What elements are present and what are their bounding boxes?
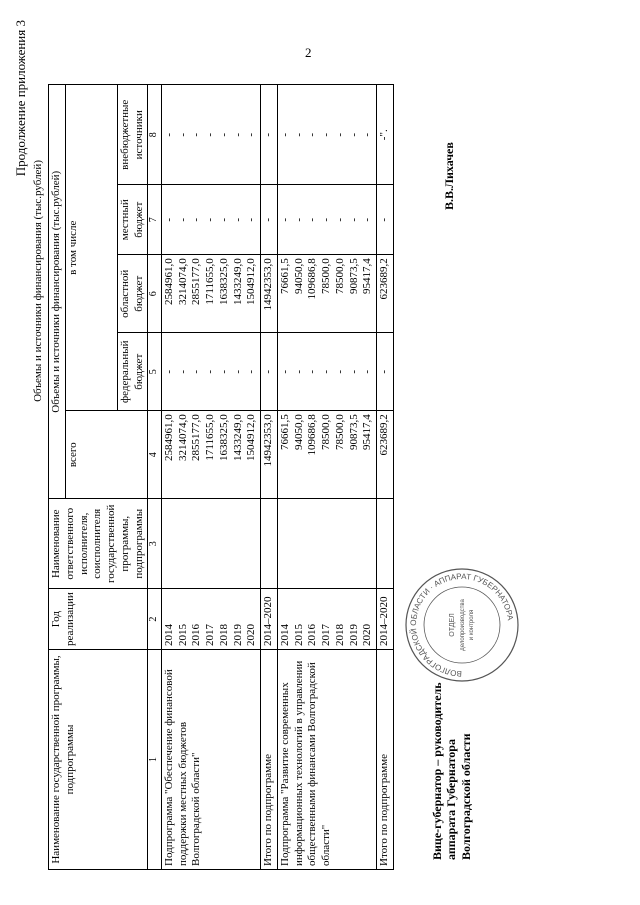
stamp-ring-text: ВОЛГОГРАДСКОЙ ОБЛАСТИ · АППАРАТ ГУБЕРНАТОРА <box>408 571 515 679</box>
offbudget-cell: - <box>278 132 291 137</box>
offbudget-list <box>161 85 260 185</box>
federal-cell: - <box>320 369 332 374</box>
local-cell: - <box>162 217 175 222</box>
year-cell: 2017 <box>204 624 216 646</box>
stamp-center-text: и контроля <box>469 609 475 641</box>
page-number: 2 <box>305 45 312 60</box>
year-cell: 2020 <box>361 624 374 646</box>
column-number-row <box>148 85 162 870</box>
subtotal-total: 623689,2 <box>377 411 394 499</box>
subtotal-offbudget: - <box>261 85 278 185</box>
header-total: всего <box>65 411 148 499</box>
signer-name: В.В.Лихачев <box>442 142 456 210</box>
offbudget-cell: - <box>245 132 258 137</box>
funding-title-header: Объемы и источники финансирования (тыс.рублей) <box>32 160 44 402</box>
header-incl: в том числе <box>65 85 117 411</box>
total-cell: 94050,0 <box>292 414 305 450</box>
local-cell: - <box>292 217 305 222</box>
total-cell: 1638325,0 <box>217 414 230 461</box>
total-list <box>277 411 376 499</box>
executor-cell <box>161 499 260 589</box>
subtotal-row <box>377 85 394 870</box>
federal-cell: - <box>176 369 189 374</box>
total-list <box>161 411 260 499</box>
federal-cell: - <box>361 369 374 374</box>
stamp-center-text: ОТДЕЛ <box>449 613 456 637</box>
subtotal-local: - <box>377 185 394 255</box>
header-regional: областной бюджет <box>117 255 148 333</box>
year-list <box>161 589 260 650</box>
program-name: Подпрограмма "Развитие современных информационных технологий в управлении общественными финансами Волгоградской области" <box>277 650 376 870</box>
federal-cell: - <box>245 369 258 374</box>
signer-title-line: аппарата Губернатора <box>444 739 459 860</box>
year-cell: 2014 <box>278 624 291 646</box>
regional-list <box>161 255 260 333</box>
regional-cell: 78500,0 <box>320 258 332 294</box>
year-cell: 2018 <box>333 624 346 646</box>
offbudget-list <box>277 85 376 185</box>
total-cell: 1711655,0 <box>204 414 216 461</box>
regional-cell: 1433249,0 <box>231 258 244 305</box>
signer-title-line: Вице-губернатор – руководитель <box>430 682 444 860</box>
subtotal-period: 2014–2020 <box>261 589 278 650</box>
regional-cell: 1711655,0 <box>204 258 216 305</box>
offbudget-cell: - <box>361 132 374 137</box>
col-number: 6 <box>148 255 162 333</box>
official-stamp <box>402 565 522 685</box>
total-cell: 78500,0 <box>320 414 332 450</box>
regional-cell: 1638325,0 <box>217 258 230 305</box>
local-cell: - <box>176 217 189 222</box>
local-cell: - <box>204 217 216 222</box>
subtotal-federal: - <box>377 333 394 411</box>
regional-cell: 76661,5 <box>278 258 291 294</box>
year-cell: 2018 <box>217 624 230 646</box>
regional-cell: 95417,4 <box>361 258 374 294</box>
federal-cell: - <box>292 369 305 374</box>
col-number: 1 <box>148 650 162 870</box>
total-cell: 3214074,0 <box>176 414 189 461</box>
federal-cell: - <box>306 369 319 374</box>
subtotal-regional: 14942353,0 <box>261 255 278 333</box>
local-cell: - <box>231 217 244 222</box>
col-number: 2 <box>148 589 162 650</box>
total-cell: 1433249,0 <box>231 414 244 461</box>
total-cell: 1504912,0 <box>245 414 258 461</box>
local-cell: - <box>190 217 203 222</box>
offbudget-cell: - <box>190 132 203 137</box>
total-cell: 78500,0 <box>333 414 346 450</box>
offbudget-cell: - <box>347 132 360 137</box>
financing-table <box>48 84 394 870</box>
offbudget-cell: - <box>217 132 230 137</box>
executor-cell <box>377 499 394 589</box>
subtotal-label: Итого по подпрограмме <box>377 650 394 870</box>
regional-cell: 1504912,0 <box>245 258 258 305</box>
total-cell: 2855177,0 <box>190 414 203 461</box>
local-cell: - <box>361 217 374 222</box>
header-name: Наименование государственной программы, подпрограммы <box>49 650 148 870</box>
regional-list <box>277 255 376 333</box>
col-number: 4 <box>148 411 162 499</box>
local-list <box>161 185 260 255</box>
regional-cell: 109686,8 <box>306 258 319 300</box>
header-executor: Наименование ответственного исполнителя, соисполнителя государственной программы, подпрограммы <box>49 499 148 589</box>
program-row <box>277 85 376 870</box>
col-number: 3 <box>148 499 162 589</box>
year-cell: 2016 <box>306 624 319 646</box>
federal-cell: - <box>231 369 244 374</box>
offbudget-cell: - <box>231 132 244 137</box>
total-cell: 2584961,0 <box>162 414 175 461</box>
subtotal-period: 2014–2020 <box>377 589 394 650</box>
regional-cell: 90873,5 <box>347 258 360 294</box>
total-cell: 109686,8 <box>306 414 319 456</box>
header-funding: Объемы и источники финансирования (тыс.рублей) <box>49 85 66 499</box>
federal-cell: - <box>278 369 291 374</box>
year-cell: 2014 <box>162 624 175 646</box>
continuation-label: Продолжение приложения 3 <box>13 20 28 177</box>
local-cell: - <box>245 217 258 222</box>
stamp-center-text: делопроизводства <box>460 599 466 651</box>
local-cell: - <box>347 217 360 222</box>
signer-block <box>430 682 473 860</box>
subtotal-total: 14942353,0 <box>261 411 278 499</box>
header-year: Год реализации <box>49 589 148 650</box>
total-cell: 76661,5 <box>278 414 291 450</box>
subtotal-offbudget: -". <box>377 85 394 185</box>
year-cell: 2019 <box>231 624 244 646</box>
federal-cell: - <box>333 369 346 374</box>
local-cell: - <box>333 217 346 222</box>
offbudget-cell: - <box>292 132 305 137</box>
regional-cell: 2584961,0 <box>162 258 175 305</box>
regional-cell: 3214074,0 <box>176 258 189 305</box>
col-number: 5 <box>148 333 162 411</box>
offbudget-cell: - <box>320 132 332 137</box>
header-local: местный бюджет <box>117 185 148 255</box>
regional-cell: 94050,0 <box>292 258 305 294</box>
subtotal-row <box>261 85 278 870</box>
subtotal-local: - <box>261 185 278 255</box>
local-cell: - <box>217 217 230 222</box>
offbudget-cell: - <box>176 132 189 137</box>
rotated-page <box>10 10 610 870</box>
header-federal: федеральный бюджет <box>117 333 148 411</box>
signer-title-line: Волгоградской области <box>458 733 473 860</box>
local-cell: - <box>320 217 332 222</box>
local-cell: - <box>278 217 291 222</box>
total-cell: 95417,4 <box>361 414 374 450</box>
program-name: Подпрограмма "Обеспечение финансовой поддержки местных бюджетов Волгоградской области" <box>161 650 260 870</box>
year-cell: 2016 <box>190 624 203 646</box>
offbudget-cell: - <box>204 132 216 137</box>
program-row <box>161 85 260 870</box>
year-cell: 2015 <box>292 624 305 646</box>
year-cell: 2017 <box>320 624 332 646</box>
federal-cell: - <box>347 369 360 374</box>
federal-list <box>277 333 376 411</box>
federal-cell: - <box>204 369 216 374</box>
col-number: 8 <box>148 85 162 185</box>
year-cell: 2019 <box>347 624 360 646</box>
local-cell: - <box>306 217 319 222</box>
offbudget-cell: - <box>306 132 319 137</box>
year-cell: 2020 <box>245 624 258 646</box>
federal-cell: - <box>190 369 203 374</box>
offbudget-cell: - <box>333 132 346 137</box>
federal-cell: - <box>162 369 175 374</box>
year-cell: 2015 <box>176 624 189 646</box>
regional-cell: 2855177,0 <box>190 258 203 305</box>
executor-cell <box>277 499 376 589</box>
col-number: 7 <box>148 185 162 255</box>
header-offbudget: внебюджетные источники <box>117 85 148 185</box>
federal-list <box>161 333 260 411</box>
executor-cell <box>261 499 278 589</box>
subtotal-label: Итого по подпрограмме <box>261 650 278 870</box>
subtotal-regional: 623689,2 <box>377 255 394 333</box>
subtotal-federal: - <box>261 333 278 411</box>
regional-cell: 78500,0 <box>333 258 346 294</box>
local-list <box>277 185 376 255</box>
year-list <box>277 589 376 650</box>
total-cell: 90873,5 <box>347 414 360 450</box>
federal-cell: - <box>217 369 230 374</box>
offbudget-cell: - <box>162 132 175 137</box>
